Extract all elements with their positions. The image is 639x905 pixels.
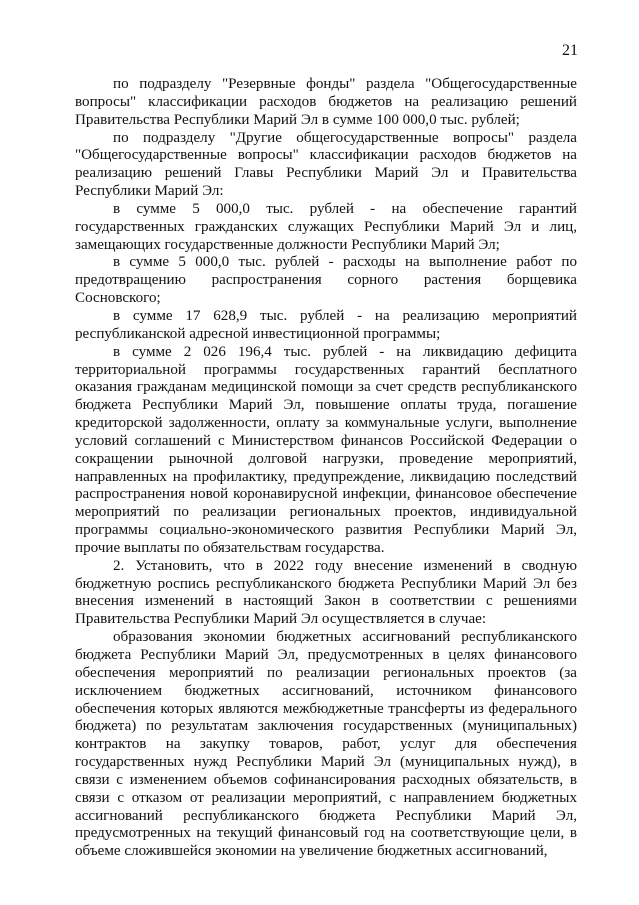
document-body [75,76,577,861]
paragraph-other-questions: по подразделу "Другие общегосударственные вопросы" раздела "Общегосударственные вопросы" классификации расходов бюджетов на реализацию решений Главы Республики Марий Эл и Правительства Республики Марий Эл: [75,129,577,200]
paragraph-investment-program: в сумме 17 628,9 тыс. рублей - на реализацию мероприятий республиканской адресной инвестиционной программы; [75,307,577,342]
paragraph-reserve-funds: по подразделу "Резервные фонды" раздела "Общегосударственные вопросы" классификации расходов бюджетов на реализацию решений Правительства Республики Марий Эл в сумме 100 000,0 тыс. рублей; [75,76,577,128]
paragraph-item-2: 2. Установить, что в 2022 году внесение изменений в сводную бюджетную роспись республиканского бюджета Республики Марий Эл без внесения изменений в настоящий Закон в соответствии с решениями Правительства Республики Марий Эл осуществляется в случае: [75,557,577,628]
paragraph-hogweed: в сумме 5 000,0 тыс. рублей - расходы на выполнение работ по предотвращению распространения сорного растения борщевика Сосновского; [75,254,577,307]
paragraph-deficit: в сумме 2 026 196,4 тыс. рублей - на ликвидацию дефицита территориальной программы государственных гарантий бесплатного оказания гражданам медицинской помощи за счет средств республиканского бюджета Республики Марий Эл, повышение оплаты труда, погашение кредиторской задолженности, оплату за коммунальные услуги, выполнение условий соглашений с Министерством финансов Российской Федерации о сокращении рыночной долговой нагрузки, проведение мероприятий, направленных на профилактику, предупреждение, ликвидацию последствий распространения новой коронавирусной инфекции, финансовое обеспечение мероприятий по реализации региональных проектов, индивидуальной программы социально-экономического развития Республики Марий Эл, прочие выплаты по обязательствам государства. [75,343,577,556]
paragraph-savings: образования экономии бюджетных ассигнований республиканского бюджета Республики Марий Эл, предусмотренных в целях финансового обеспечения мероприятий по реализации региональных проектов (за исключением бюджетных ассигнований, источником финансового обеспечения которых являются межбюджетные трансферты из федерального бюджета) по результатам заключения государственных (муниципальных) контрактов на закупку товаров, работ, услуг для обеспечения государственных нужд Республики Марий Эл (муниципальных нужд), в связи с изменением объемов софинансирования расходных обязательств, в связи с отказом от реализации мероприятий, с направлением бюджетных ассигнований республиканского бюджета Республики Марий Эл, предусмотренных на текущий финансовый год на соответствующие цели, в объеме сложившейся экономии на увеличение бюджетных ассигнований, [75,629,577,860]
paragraph-guarantees: в сумме 5 000,0 тыс. рублей - на обеспечение гарантий государственных гражданских служащих Республики Марий Эл и лиц, замещающих государственные должности Республики Марий Эл; [75,200,577,253]
page-number: 21 [562,42,578,59]
